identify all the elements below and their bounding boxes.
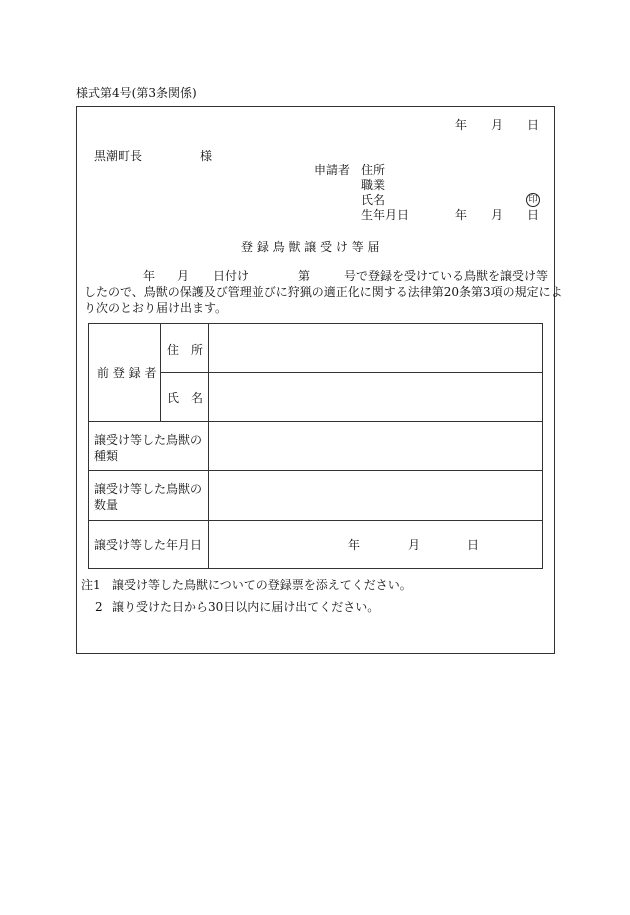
transfer-month: 月 (408, 538, 421, 552)
row-divider (88, 520, 543, 521)
birth-month: 月 (491, 208, 504, 222)
addressee-honorific: 様 (200, 149, 213, 163)
birth-year: 年 (455, 208, 468, 222)
date-day: 日 (527, 118, 540, 132)
body-dated: 日付け (213, 269, 250, 283)
prev-name-label: 氏 名 (167, 391, 204, 405)
transfer-date-label: 譲受け等した年月日 (94, 538, 203, 552)
note2-text: 譲り受けた日から30日以内に届け出てください。 (112, 600, 380, 614)
body-line2: したので、鳥獣の保護及び管理並びに狩猟の適正化に関する法律第20条第3項の規定によ (84, 285, 563, 299)
document-title: 登 録 鳥 獣 譲 受 け 等 届 (241, 240, 380, 254)
applicant-birthdate-label: 生年月日 (361, 208, 410, 222)
addressee-town: 黒潮町長 (94, 149, 143, 163)
applicant-label: 申請者 (314, 163, 351, 177)
body-month: 月 (177, 269, 190, 283)
body-line1-rest: 号で登録を受けている鳥獣を譲受け等 (344, 269, 549, 283)
body-line3: り次のとおり届け出ます。 (84, 301, 228, 315)
species-label-line2: 種類 (94, 449, 119, 463)
col-divider (208, 323, 209, 569)
birth-day: 日 (527, 208, 540, 222)
row-divider (88, 470, 543, 471)
species-label-line1: 譲受け等した鳥獣の (94, 433, 203, 447)
date-month: 月 (491, 118, 504, 132)
applicant-address-label: 住所 (361, 163, 386, 177)
col-divider (160, 323, 161, 421)
form-label: 様式第4号(第3条関係) (76, 86, 197, 100)
note1-text: 譲受け等した鳥獣についての登録票を添えてください。 (112, 578, 412, 592)
applicant-occupation-label: 職業 (361, 178, 386, 192)
body-year: 年 (143, 269, 156, 283)
seal-icon: 印 (526, 193, 540, 207)
transfer-year: 年 (348, 538, 361, 552)
body-no: 第 (298, 269, 311, 283)
transfer-day: 日 (467, 538, 480, 552)
quantity-label-line1: 譲受け等した鳥獣の (94, 482, 203, 496)
note1-prefix: 注1 (81, 578, 101, 592)
prev-registrant-label: 前 登 録 者 (97, 366, 157, 380)
note2-prefix: 2 (95, 600, 103, 614)
applicant-name-label: 氏名 (361, 193, 386, 207)
date-year: 年 (455, 118, 468, 132)
quantity-label-line2: 数量 (94, 498, 119, 512)
row-divider (160, 372, 543, 373)
row-divider (88, 421, 543, 422)
prev-address-label: 住 所 (167, 343, 204, 357)
